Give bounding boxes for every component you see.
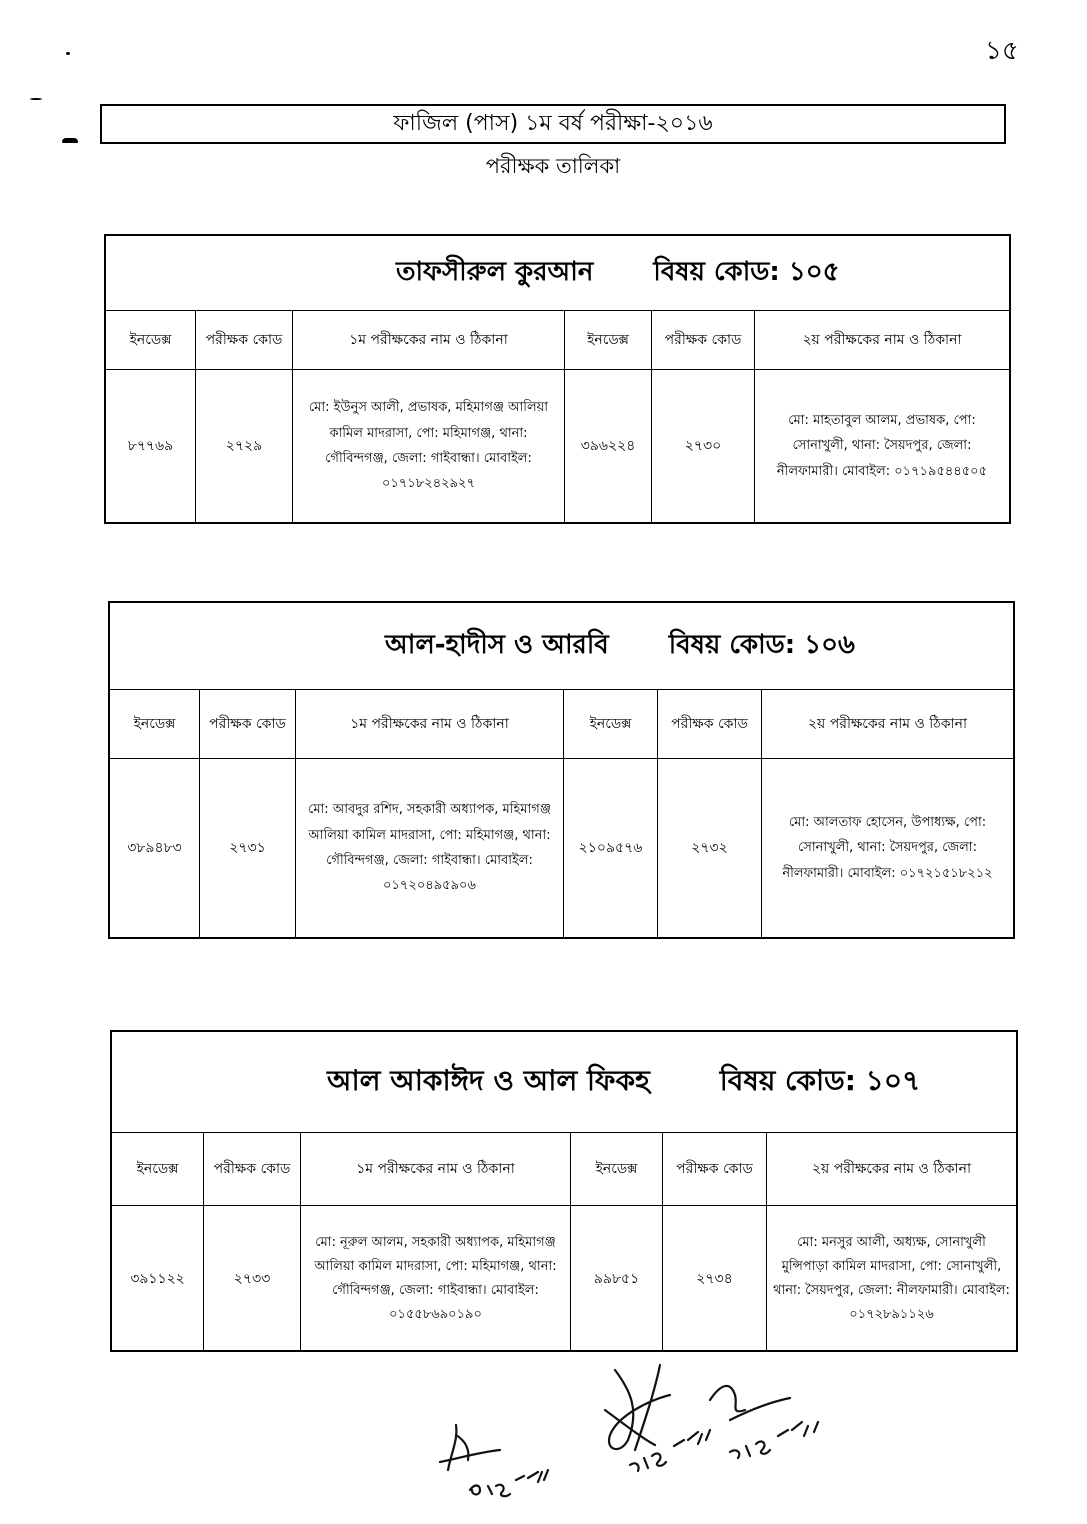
col-examiner-code-2: পরীক্ষক কোড [658, 690, 762, 758]
col-examiner-code-2: পরীক্ষক কোড [663, 1133, 767, 1205]
col-index: ইনডেক্স [106, 311, 196, 369]
section-header [106, 236, 1009, 311]
second-examiner-address: মো: মনসুর আলী, অধ্যক্ষ, সোনাখুলী মুন্সিপাড়া কামিল মাদরাসা, পো: সোনাখুলী, থানা: সৈয়দপুর, জেলা: নীলফামারী। মোবাইল: ০১৭২৮৯১১২৬ [773, 1234, 1010, 1323]
first-examiner-address: মো: আবদুর রশিদ, সহকারী অধ্যাপক, মহিমাগঞ্জ আলিয়া কামিল মাদরাসা, পো: মহিমাগঞ্জ, থানা: গৌবিন্দগঞ্জ, জেলা: গাইবান্ধা। মোবাইল: ০১৭২০৪৯৫৯০৬ [296, 759, 564, 937]
examiner-code-value-2: ২৭৩৪ [663, 1206, 767, 1352]
signature-1 [440, 1425, 500, 1470]
table-row [110, 759, 1013, 937]
table-header-row [110, 690, 1013, 759]
col-examiner-code: পরীক্ষক কোড [204, 1133, 301, 1205]
first-examiner-address: মো: ইউনুস আলী, প্রভাষক, মহিমাগঞ্জ আলিয়া কামিল মাদরাসা, পো: মহিমাগঞ্জ, থানা: গৌবিন্দগঞ্জ, জেলা: গাইবান্ধা। মোবাইল: ০১৭১৮২৪২৯২৭ [293, 370, 565, 522]
col-second-examiner: ২য় পরীক্ষকের নাম ও ঠিকানা [807, 715, 968, 732]
examiner-code-value: ২৭২৯ [196, 370, 293, 522]
subject-code: বিষয় কোড: ১০৬ [668, 630, 855, 660]
col-index-2: ইনডেক্স [571, 1133, 663, 1205]
scan-speck [66, 52, 70, 55]
scan-speck [30, 98, 42, 100]
signature-date-3 [730, 1422, 818, 1458]
signature-2 [605, 1365, 670, 1450]
col-index-2: ইনডেক্স [564, 690, 658, 758]
subject-name: আল আকাঈদ ও আল ফিকহ [327, 1063, 650, 1097]
col-second-examiner: ২য় পরীক্ষকের নাম ও ঠিকানা [811, 1160, 972, 1177]
index-value-2: ৩৯৬২২৪ [565, 370, 652, 522]
subject-name: তাফসীরুল কুরআন [396, 257, 594, 287]
col-first-examiner: ১ম পরীক্ষকের নাম ও ঠিকানা [296, 690, 564, 758]
index-value-2: ২১০৯৫৭৬ [564, 759, 658, 937]
index-value-2: ৯৯৮৫১ [571, 1206, 663, 1352]
first-examiner-address: মো: নূরুল আলম, সহকারী অধ্যাপক, মহিমাগঞ্জ আলিয়া কামিল মাদরাসা, পো: মহিমাগঞ্জ, থানা: গৌবিন্দগঞ্জ, জেলা: গাইবান্ধা। মোবাইল: ০১৫৫৮৬৯০১৯০ [301, 1206, 571, 1352]
col-examiner-code-2: পরীক্ষক কোড [652, 311, 755, 369]
col-first-examiner: ১ম পরীক্ষকের নাম ও ঠিকানা [293, 311, 565, 369]
col-index: ইনডেক্স [112, 1133, 204, 1205]
scan-speck [62, 138, 78, 143]
signature-3 [710, 1386, 790, 1420]
index-value: ৩৮৯৪৮৩ [110, 759, 200, 937]
index-value: ৮৭৭৬৯ [106, 370, 196, 522]
subject-section-hadith [108, 601, 1015, 939]
signature-date-1 [470, 1470, 548, 1496]
col-examiner-code: পরীক্ষক কোড [196, 311, 293, 369]
examiner-code-value: ২৭৩৩ [204, 1206, 301, 1352]
table-header-row [112, 1133, 1016, 1206]
col-second-examiner: ২য় পরীক্ষকের নাম ও ঠিকানা [802, 331, 962, 348]
table-row [106, 370, 1009, 522]
handwritten-signatures [430, 1340, 850, 1510]
table-row [112, 1206, 1016, 1352]
index-value: ৩৯১১২২ [112, 1206, 204, 1352]
list-subtitle: পরীক্ষক তালিকা [485, 154, 621, 178]
subject-code: বিষয় কোড: ১০৭ [719, 1063, 921, 1097]
subject-code: বিষয় কোড: ১০৫ [653, 257, 840, 287]
second-examiner-address: মো: আলতাফ হোসেন, উপাধ্যক্ষ, পো: সোনাখুলী, থানা: সৈয়দপুর, জেলা: নীলফামারী। মোবাইল: ০১৭২১৫১৮২১২ [782, 814, 993, 881]
col-first-examiner: ১ম পরীক্ষকের নাম ও ঠিকানা [301, 1133, 571, 1205]
col-index: ইনডেক্স [110, 690, 200, 758]
section-header [112, 1032, 1016, 1133]
exam-title: ফাজিল (পাস) ১ম বর্ষ পরীক্ষা-২০১৬ [100, 104, 1006, 144]
section-header [110, 603, 1013, 690]
col-examiner-code: পরীক্ষক কোড [200, 690, 296, 758]
subject-name: আল-হাদীস ও আরবি [385, 630, 609, 660]
examiner-code-value-2: ২৭৩০ [652, 370, 755, 522]
examiner-code-value-2: ২৭৩২ [658, 759, 762, 937]
subject-section-aqaid-fiqh [110, 1030, 1018, 1352]
page-number: ১৫ [985, 36, 1019, 66]
table-header-row [106, 311, 1009, 370]
examiner-code-value: ২৭৩১ [200, 759, 296, 937]
second-examiner-address: মো: মাহতাবুল আলম, প্রভাষক, পো: সোনাখুলী, থানা: সৈয়দপুর, জেলা: নীলফামারী। মোবাইল: ০১৭১৯৫৪৪৫০৫ [776, 412, 988, 479]
subject-section-tafsir [104, 234, 1011, 524]
col-index-2: ইনডেক্স [565, 311, 652, 369]
